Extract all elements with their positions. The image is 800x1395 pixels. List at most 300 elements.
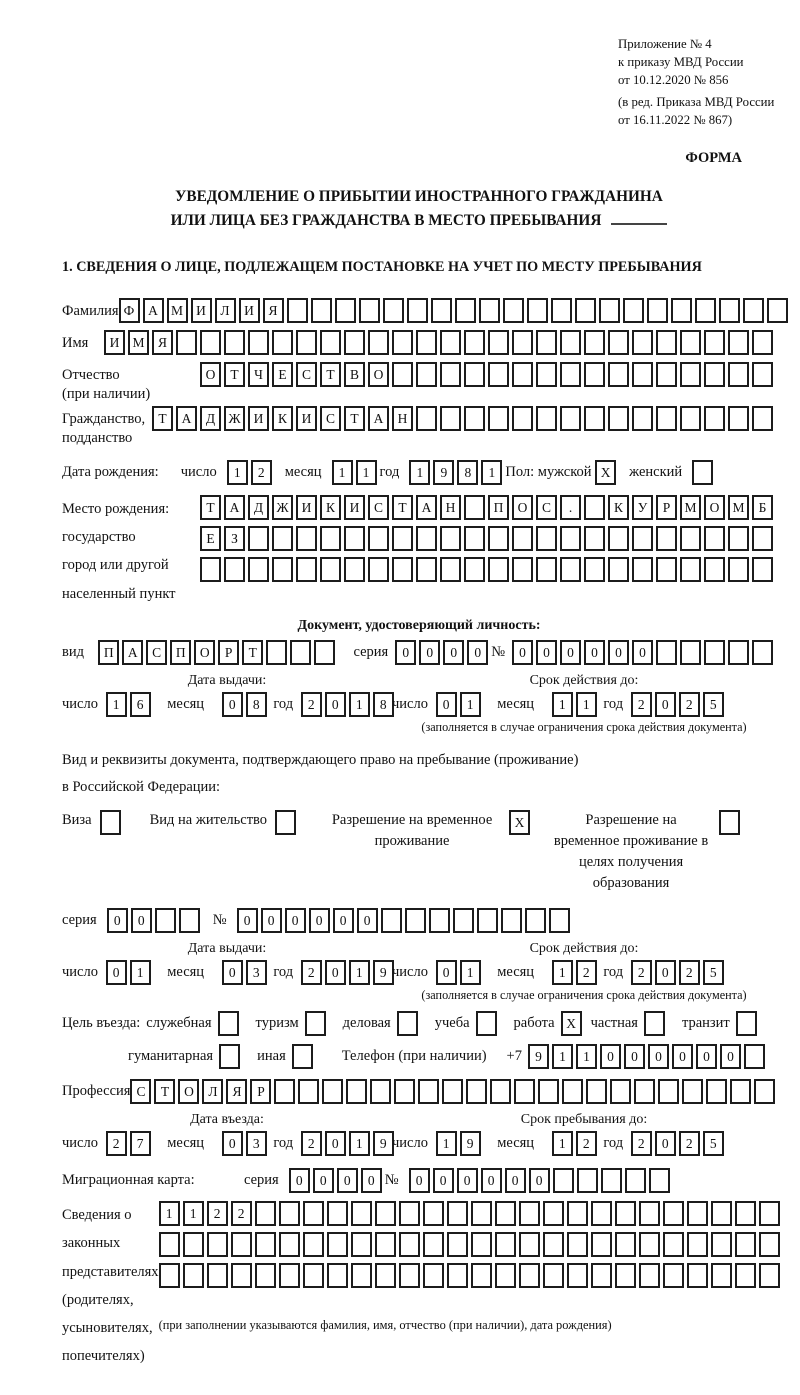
profession-char-box[interactable] [346,1079,367,1104]
birth-place-char-box[interactable] [608,557,629,582]
phone-digit-box[interactable]: 1 [552,1044,573,1069]
migration-number-box[interactable]: 0 [409,1168,430,1193]
citizenship-char-box[interactable] [560,406,581,431]
patronymic-char-box[interactable] [608,362,629,387]
entry-month-box[interactable]: 3 [246,1131,267,1156]
citizenship-char-box[interactable] [752,406,773,431]
legal-reps-char-box[interactable] [231,1232,252,1257]
identity-number-box[interactable]: 0 [560,640,581,665]
patronymic-char-box[interactable] [584,362,605,387]
surname-char-box[interactable]: А [143,298,164,323]
birth-year-box[interactable]: 9 [433,460,454,485]
residence-expiry-year-box[interactable]: 5 [703,960,724,985]
citizenship-char-box[interactable]: Т [152,406,173,431]
patronymic-char-box[interactable] [512,362,533,387]
birth-place-char-box[interactable]: О [512,495,533,520]
firstname-char-box[interactable] [608,330,629,355]
surname-char-box[interactable]: Ф [119,298,140,323]
identity-issue-year-box[interactable]: 0 [325,692,346,717]
birth-place-char-box[interactable] [512,526,533,551]
legal-reps-char-box[interactable] [759,1201,780,1226]
birth-place-char-box[interactable]: К [608,495,629,520]
birth-place-char-box[interactable]: З [224,526,245,551]
residence-series-box[interactable]: 0 [131,908,152,933]
birth-day-box[interactable]: 2 [251,460,272,485]
birth-place-char-box[interactable] [752,557,773,582]
birth-place-char-box[interactable] [632,557,653,582]
profession-char-box[interactable] [658,1079,679,1104]
phone-digit-box[interactable]: 0 [672,1044,693,1069]
patronymic-char-box[interactable] [560,362,581,387]
firstname-char-box[interactable]: И [104,330,125,355]
surname-char-box[interactable] [503,298,524,323]
legal-reps-char-box[interactable] [399,1263,420,1288]
legal-reps-char-box[interactable] [615,1263,636,1288]
purpose-work-checkbox[interactable]: X [561,1011,582,1036]
birth-place-char-box[interactable] [752,526,773,551]
stay-year-box[interactable]: 2 [679,1131,700,1156]
birth-place-char-box[interactable]: Т [392,495,413,520]
stay-year-box[interactable]: 2 [631,1131,652,1156]
citizenship-char-box[interactable]: Н [392,406,413,431]
surname-char-box[interactable]: Я [263,298,284,323]
birth-place-char-box[interactable]: С [368,495,389,520]
identity-issue-year-box[interactable]: 2 [301,692,322,717]
firstname-char-box[interactable] [728,330,749,355]
birth-place-char-box[interactable] [632,526,653,551]
firstname-char-box[interactable]: Я [152,330,173,355]
patronymic-char-box[interactable] [536,362,557,387]
profession-char-box[interactable] [298,1079,319,1104]
citizenship-char-box[interactable] [440,406,461,431]
legal-reps-char-box[interactable] [183,1263,204,1288]
legal-reps-char-box[interactable] [375,1232,396,1257]
legal-reps-char-box[interactable] [351,1201,372,1226]
legal-reps-char-box[interactable]: 1 [183,1201,204,1226]
profession-char-box[interactable] [490,1079,511,1104]
identity-kind-char-box[interactable]: А [122,640,143,665]
legal-reps-char-box[interactable] [207,1232,228,1257]
legal-reps-char-box[interactable] [735,1263,756,1288]
temp-residence-checkbox[interactable]: X [509,810,530,835]
firstname-char-box[interactable] [440,330,461,355]
purpose-official-checkbox[interactable] [218,1011,239,1036]
purpose-tourism-checkbox[interactable] [305,1011,326,1036]
birth-place-char-box[interactable] [392,557,413,582]
legal-reps-char-box[interactable] [471,1201,492,1226]
birth-place-char-box[interactable] [416,526,437,551]
profession-char-box[interactable] [730,1079,751,1104]
birth-place-char-box[interactable] [392,526,413,551]
legal-reps-char-box[interactable] [543,1232,564,1257]
legal-reps-char-box[interactable] [591,1232,612,1257]
legal-reps-char-box[interactable] [255,1232,276,1257]
residence-expiry-year-box[interactable]: 2 [679,960,700,985]
patronymic-char-box[interactable]: С [296,362,317,387]
birth-place-char-box[interactable] [464,495,485,520]
identity-expiry-year-box[interactable]: 5 [703,692,724,717]
residence-expiry-month-box[interactable]: 1 [552,960,573,985]
identity-issue-day-box[interactable]: 6 [130,692,151,717]
birth-place-char-box[interactable] [488,526,509,551]
legal-reps-char-box[interactable] [639,1232,660,1257]
legal-reps-char-box[interactable] [711,1263,732,1288]
phone-digit-box[interactable]: 0 [720,1044,741,1069]
birth-place-char-box[interactable] [704,557,725,582]
firstname-char-box[interactable] [200,330,221,355]
entry-day-box[interactable]: 2 [106,1131,127,1156]
residence-expiry-month-box[interactable]: 2 [576,960,597,985]
legal-reps-char-box[interactable] [495,1232,516,1257]
surname-char-box[interactable]: Л [215,298,236,323]
migration-number-box[interactable] [553,1168,574,1193]
birth-place-char-box[interactable] [704,526,725,551]
firstname-char-box[interactable] [296,330,317,355]
firstname-char-box[interactable] [416,330,437,355]
birth-place-char-box[interactable] [656,526,677,551]
profession-char-box[interactable] [370,1079,391,1104]
profession-char-box[interactable] [682,1079,703,1104]
stay-year-box[interactable]: 5 [703,1131,724,1156]
legal-reps-char-box[interactable] [615,1201,636,1226]
migration-series-box[interactable]: 0 [289,1168,310,1193]
residence-expiry-day-box[interactable]: 0 [436,960,457,985]
entry-day-box[interactable]: 7 [130,1131,151,1156]
stay-day-box[interactable]: 9 [460,1131,481,1156]
birth-place-char-box[interactable] [272,557,293,582]
patronymic-char-box[interactable] [464,362,485,387]
residence-issue-year-box[interactable]: 9 [373,960,394,985]
entry-year-box[interactable]: 0 [325,1131,346,1156]
legal-reps-char-box[interactable] [447,1201,468,1226]
entry-month-box[interactable]: 0 [222,1131,243,1156]
birth-place-char-box[interactable] [560,557,581,582]
residence-number-box[interactable]: 0 [333,908,354,933]
legal-reps-char-box[interactable] [543,1263,564,1288]
firstname-char-box[interactable] [512,330,533,355]
surname-char-box[interactable] [647,298,668,323]
sex-male-checkbox[interactable]: X [595,460,616,485]
identity-number-box[interactable] [704,640,725,665]
profession-char-box[interactable] [514,1079,535,1104]
legal-reps-char-box[interactable] [327,1263,348,1288]
firstname-char-box[interactable] [584,330,605,355]
sex-female-checkbox[interactable] [692,460,713,485]
profession-char-box[interactable]: Р [250,1079,271,1104]
firstname-char-box[interactable]: М [128,330,149,355]
legal-reps-char-box[interactable] [591,1263,612,1288]
identity-number-box[interactable]: 0 [536,640,557,665]
citizenship-char-box[interactable] [608,406,629,431]
phone-digit-box[interactable] [744,1044,765,1069]
surname-char-box[interactable] [695,298,716,323]
birth-place-char-box[interactable]: . [560,495,581,520]
firstname-char-box[interactable] [632,330,653,355]
profession-char-box[interactable] [322,1079,343,1104]
profession-char-box[interactable] [538,1079,559,1104]
birth-place-char-box[interactable]: А [224,495,245,520]
profession-char-box[interactable] [442,1079,463,1104]
birth-place-char-box[interactable] [368,526,389,551]
surname-char-box[interactable] [599,298,620,323]
identity-number-box[interactable] [680,640,701,665]
residence-number-box[interactable] [477,908,498,933]
legal-reps-char-box[interactable] [399,1201,420,1226]
profession-char-box[interactable] [274,1079,295,1104]
identity-kind-char-box[interactable]: Т [242,640,263,665]
identity-expiry-month-box[interactable]: 1 [576,692,597,717]
citizenship-char-box[interactable]: И [248,406,269,431]
citizenship-char-box[interactable]: К [272,406,293,431]
birth-year-box[interactable]: 1 [481,460,502,485]
legal-reps-char-box[interactable] [159,1232,180,1257]
residence-issue-day-box[interactable]: 0 [106,960,127,985]
profession-char-box[interactable] [754,1079,775,1104]
surname-char-box[interactable] [527,298,548,323]
purpose-humanitarian-checkbox[interactable] [219,1044,240,1069]
profession-char-box[interactable]: Л [202,1079,223,1104]
legal-reps-char-box[interactable] [495,1201,516,1226]
legal-reps-char-box[interactable] [183,1232,204,1257]
residence-issue-day-box[interactable]: 1 [130,960,151,985]
legal-reps-char-box[interactable] [279,1263,300,1288]
firstname-char-box[interactable] [536,330,557,355]
patronymic-char-box[interactable]: Ч [248,362,269,387]
birth-place-char-box[interactable] [368,557,389,582]
firstname-char-box[interactable] [248,330,269,355]
residence-number-box[interactable]: 0 [357,908,378,933]
patronymic-char-box[interactable] [680,362,701,387]
profession-char-box[interactable] [394,1079,415,1104]
birth-place-char-box[interactable]: О [704,495,725,520]
phone-digit-box[interactable]: 9 [528,1044,549,1069]
birth-place-char-box[interactable] [584,526,605,551]
residence-expiry-year-box[interactable]: 2 [631,960,652,985]
citizenship-char-box[interactable]: И [296,406,317,431]
patronymic-char-box[interactable] [440,362,461,387]
birth-place-char-box[interactable] [224,557,245,582]
identity-number-box[interactable]: 0 [632,640,653,665]
patronymic-char-box[interactable]: Е [272,362,293,387]
legal-reps-char-box[interactable] [423,1232,444,1257]
migration-number-box[interactable]: 0 [433,1168,454,1193]
visa-checkbox[interactable] [100,810,121,835]
identity-expiry-day-box[interactable]: 1 [460,692,481,717]
legal-reps-char-box[interactable] [711,1232,732,1257]
entry-year-box[interactable]: 2 [301,1131,322,1156]
phone-digit-box[interactable]: 0 [600,1044,621,1069]
legal-reps-char-box[interactable] [159,1263,180,1288]
identity-issue-day-box[interactable]: 1 [106,692,127,717]
firstname-char-box[interactable] [560,330,581,355]
surname-char-box[interactable] [767,298,788,323]
identity-expiry-month-box[interactable]: 1 [552,692,573,717]
migration-number-box[interactable]: 0 [529,1168,550,1193]
birth-place-char-box[interactable] [200,557,221,582]
citizenship-char-box[interactable] [512,406,533,431]
citizenship-char-box[interactable] [680,406,701,431]
identity-kind-char-box[interactable]: О [194,640,215,665]
birth-place-char-box[interactable] [344,557,365,582]
firstname-char-box[interactable] [344,330,365,355]
residence-issue-year-box[interactable]: 0 [325,960,346,985]
surname-char-box[interactable] [575,298,596,323]
citizenship-char-box[interactable] [488,406,509,431]
legal-reps-char-box[interactable] [615,1232,636,1257]
birth-place-char-box[interactable]: Д [248,495,269,520]
firstname-char-box[interactable] [752,330,773,355]
birth-place-char-box[interactable] [680,526,701,551]
birth-place-char-box[interactable] [440,557,461,582]
purpose-private-checkbox[interactable] [644,1011,665,1036]
surname-char-box[interactable] [383,298,404,323]
identity-series-box[interactable]: 0 [419,640,440,665]
citizenship-char-box[interactable]: А [368,406,389,431]
surname-char-box[interactable] [287,298,308,323]
identity-kind-char-box[interactable]: П [98,640,119,665]
migration-number-box[interactable]: 0 [505,1168,526,1193]
surname-char-box[interactable] [359,298,380,323]
residence-issue-year-box[interactable]: 1 [349,960,370,985]
temp-residence-education-checkbox[interactable] [719,810,740,835]
legal-reps-char-box[interactable] [255,1263,276,1288]
patronymic-char-box[interactable] [416,362,437,387]
legal-reps-char-box[interactable] [519,1232,540,1257]
birth-place-char-box[interactable]: М [728,495,749,520]
identity-number-box[interactable] [728,640,749,665]
birth-place-char-box[interactable] [440,526,461,551]
surname-char-box[interactable] [479,298,500,323]
firstname-char-box[interactable] [680,330,701,355]
legal-reps-char-box[interactable] [303,1263,324,1288]
legal-reps-char-box[interactable] [351,1232,372,1257]
residence-number-box[interactable] [501,908,522,933]
stay-year-box[interactable]: 0 [655,1131,676,1156]
patronymic-char-box[interactable] [392,362,413,387]
citizenship-char-box[interactable] [584,406,605,431]
identity-expiry-year-box[interactable]: 2 [679,692,700,717]
birth-place-char-box[interactable] [296,526,317,551]
birth-place-char-box[interactable] [536,557,557,582]
migration-number-box[interactable] [601,1168,622,1193]
surname-char-box[interactable] [335,298,356,323]
identity-kind-char-box[interactable]: П [170,640,191,665]
birth-place-char-box[interactable] [728,557,749,582]
legal-reps-char-box[interactable] [663,1263,684,1288]
residence-number-box[interactable] [453,908,474,933]
legal-reps-char-box[interactable] [279,1201,300,1226]
residence-issue-month-box[interactable]: 3 [246,960,267,985]
citizenship-char-box[interactable]: А [176,406,197,431]
residence-number-box[interactable] [381,908,402,933]
legal-reps-char-box[interactable] [735,1201,756,1226]
identity-expiry-day-box[interactable]: 0 [436,692,457,717]
legal-reps-char-box[interactable] [567,1201,588,1226]
legal-reps-char-box[interactable] [423,1263,444,1288]
identity-expiry-year-box[interactable]: 2 [631,692,652,717]
patronymic-char-box[interactable] [656,362,677,387]
firstname-char-box[interactable] [368,330,389,355]
profession-char-box[interactable] [634,1079,655,1104]
residence-permit-checkbox[interactable] [275,810,296,835]
residence-number-box[interactable]: 0 [285,908,306,933]
residence-number-box[interactable] [525,908,546,933]
legal-reps-char-box[interactable] [687,1201,708,1226]
purpose-other-checkbox[interactable] [292,1044,313,1069]
firstname-char-box[interactable] [272,330,293,355]
profession-char-box[interactable] [706,1079,727,1104]
firstname-char-box[interactable] [464,330,485,355]
profession-char-box[interactable] [466,1079,487,1104]
citizenship-char-box[interactable] [416,406,437,431]
residence-number-box[interactable]: 0 [309,908,330,933]
birth-place-char-box[interactable] [536,526,557,551]
birth-place-char-box[interactable] [560,526,581,551]
surname-char-box[interactable] [407,298,428,323]
stay-day-box[interactable]: 1 [436,1131,457,1156]
migration-number-box[interactable] [577,1168,598,1193]
birth-place-char-box[interactable] [272,526,293,551]
legal-reps-char-box[interactable] [207,1263,228,1288]
firstname-char-box[interactable] [320,330,341,355]
identity-issue-month-box[interactable]: 0 [222,692,243,717]
profession-char-box[interactable] [562,1079,583,1104]
surname-char-box[interactable]: М [167,298,188,323]
identity-issue-year-box[interactable]: 1 [349,692,370,717]
legal-reps-char-box[interactable]: 1 [159,1201,180,1226]
identity-issue-month-box[interactable]: 8 [246,692,267,717]
birth-place-char-box[interactable]: Ж [272,495,293,520]
birth-place-char-box[interactable] [584,557,605,582]
legal-reps-char-box[interactable] [351,1263,372,1288]
birth-place-char-box[interactable]: Р [656,495,677,520]
identity-series-box[interactable]: 0 [395,640,416,665]
legal-reps-char-box[interactable] [591,1201,612,1226]
residence-expiry-day-box[interactable]: 1 [460,960,481,985]
firstname-char-box[interactable] [224,330,245,355]
birth-month-box[interactable]: 1 [332,460,353,485]
migration-series-box[interactable]: 0 [313,1168,334,1193]
birth-place-char-box[interactable] [320,557,341,582]
legal-reps-char-box[interactable] [447,1263,468,1288]
patronymic-char-box[interactable] [488,362,509,387]
legal-reps-char-box[interactable] [471,1232,492,1257]
profession-char-box[interactable]: О [178,1079,199,1104]
identity-number-box[interactable]: 0 [608,640,629,665]
legal-reps-char-box[interactable] [663,1201,684,1226]
birth-place-char-box[interactable]: У [632,495,653,520]
birth-place-char-box[interactable]: Н [440,495,461,520]
surname-char-box[interactable] [671,298,692,323]
birth-place-char-box[interactable] [320,526,341,551]
profession-char-box[interactable]: Т [154,1079,175,1104]
surname-char-box[interactable] [311,298,332,323]
profession-char-box[interactable] [418,1079,439,1104]
citizenship-char-box[interactable] [464,406,485,431]
stay-month-box[interactable]: 2 [576,1131,597,1156]
patronymic-char-box[interactable] [728,362,749,387]
residence-series-box[interactable]: 0 [107,908,128,933]
birth-year-box[interactable]: 8 [457,460,478,485]
legal-reps-char-box[interactable] [519,1201,540,1226]
entry-year-box[interactable]: 1 [349,1131,370,1156]
birth-place-char-box[interactable] [248,526,269,551]
birth-place-char-box[interactable] [248,557,269,582]
birth-place-char-box[interactable] [680,557,701,582]
citizenship-char-box[interactable]: С [320,406,341,431]
birth-place-char-box[interactable] [464,557,485,582]
legal-reps-char-box[interactable] [567,1232,588,1257]
